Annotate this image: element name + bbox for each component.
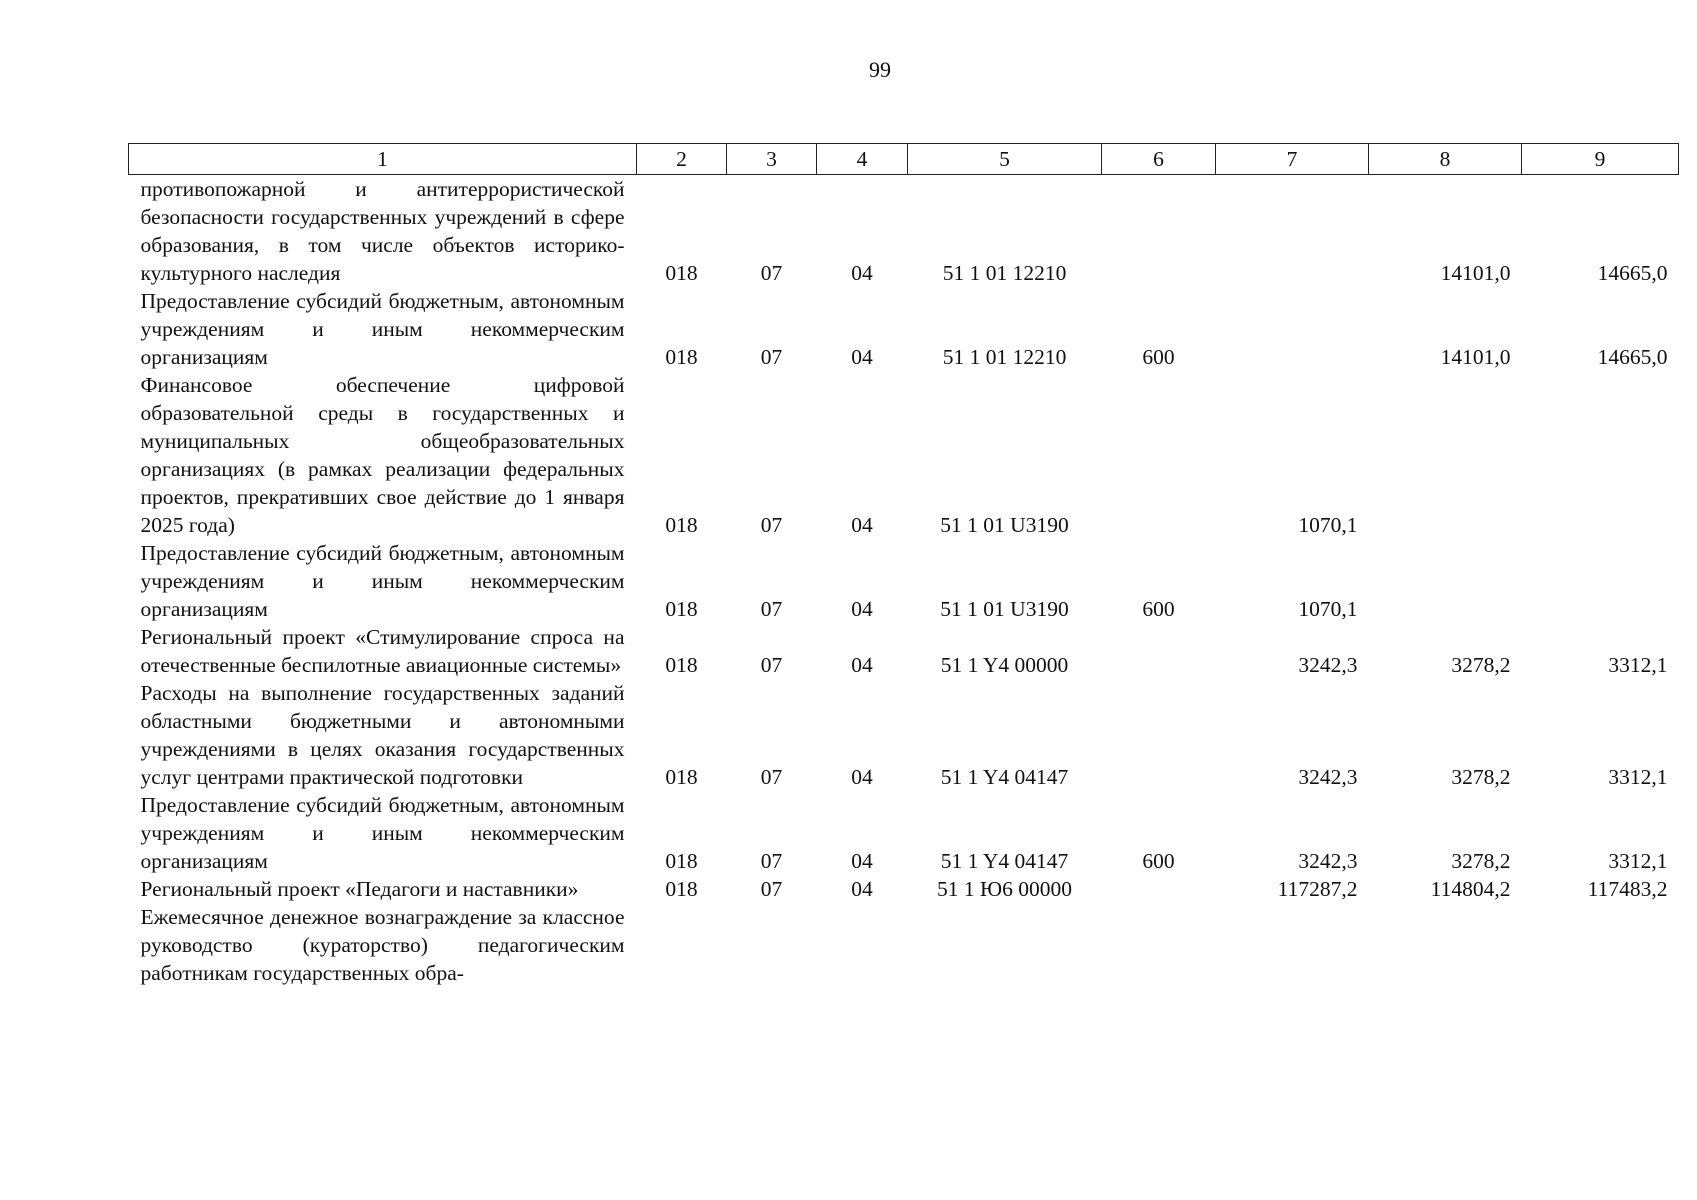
row-description: Предоставление субсидий бюджетным, автономным учреждениям и иным некоммерческим организациям	[140, 793, 625, 873]
cell-section-code: 07	[760, 345, 783, 369]
cell-section-code: 07	[760, 877, 783, 901]
cell-amount-col7	[1216, 287, 1369, 371]
cell-amount-col7	[1216, 903, 1369, 987]
table-row	[129, 875, 1679, 903]
row-description: Предоставление субсидий бюджетным, автономным учреждениям и иным некоммерческим организациям	[140, 289, 625, 369]
cell-target-item-code: 51 1 Y4 04147	[940, 765, 1069, 789]
col-header-1: 1	[129, 144, 637, 175]
cell-section-code: 07	[760, 849, 783, 873]
table-row	[129, 371, 1679, 539]
cell-expense-type-code	[1102, 175, 1216, 288]
cell-amount-col9: 3312,1	[1608, 765, 1668, 789]
row-description: противопожарной и антитеррористической безопасности государственных учреждений в сфере образования, в том числе объектов историко-культурного наследия	[140, 177, 625, 285]
cell-amount-col9: 14665,0	[1597, 345, 1668, 369]
table-row	[129, 539, 1679, 623]
table-row	[129, 791, 1679, 875]
cell-amount-col7: 1070,1	[1298, 597, 1358, 621]
cell-subsection-code: 04	[851, 597, 873, 621]
table-row	[129, 679, 1679, 791]
cell-expense-type-code: 600	[1142, 597, 1175, 621]
cell-section-code: 07	[760, 261, 783, 285]
row-description: Ежемесячное денежное вознаграждение за классное руководство (кураторство) педагогическим работникам государственных обра-	[140, 905, 625, 985]
table-row	[129, 175, 1679, 288]
budget-table	[128, 143, 1679, 987]
col-header-5: 5	[908, 144, 1102, 175]
cell-target-item-code: 51 1 01 12210	[942, 345, 1067, 369]
row-description: Региональный проект «Стимулирование спроса на отечественные беспилотные авиационные системы»	[140, 625, 625, 677]
cell-amount-col8: 3278,2	[1451, 849, 1511, 873]
cell-target-item-code: 51 1 Ю6 00000	[937, 877, 1072, 901]
col-header-2: 2	[637, 144, 727, 175]
cell-ministry-code: 018	[665, 765, 698, 789]
cell-expense-type-code	[1102, 371, 1216, 539]
cell-amount-col8: 114804,2	[1430, 877, 1511, 901]
cell-subsection-code: 04	[851, 513, 873, 537]
cell-amount-col9: 14665,0	[1597, 261, 1668, 285]
cell-amount-col7: 3242,3	[1298, 849, 1358, 873]
cell-ministry-code	[637, 903, 727, 987]
cell-target-item-code: 51 1 Y4 00000	[940, 653, 1069, 677]
cell-section-code	[727, 903, 817, 987]
header-row	[129, 144, 1679, 175]
cell-ministry-code: 018	[665, 849, 698, 873]
table-row	[129, 903, 1679, 987]
cell-expense-type-code: 600	[1142, 345, 1175, 369]
table-row	[129, 287, 1679, 371]
cell-amount-col8: 3278,2	[1451, 653, 1511, 677]
cell-subsection-code: 04	[851, 345, 873, 369]
cell-target-item-code: 51 1 01 U3190	[940, 597, 1069, 621]
cell-section-code: 07	[760, 765, 783, 789]
cell-target-item-code: 51 1 01 U3190	[940, 513, 1069, 537]
col-header-6: 6	[1102, 144, 1216, 175]
cell-amount-col8: 14101,0	[1440, 261, 1511, 285]
cell-subsection-code	[817, 903, 908, 987]
cell-subsection-code: 04	[851, 849, 873, 873]
cell-expense-type-code: 600	[1142, 849, 1175, 873]
cell-expense-type-code	[1102, 875, 1216, 903]
cell-expense-type-code	[1102, 903, 1216, 987]
cell-ministry-code: 018	[665, 513, 698, 537]
cell-section-code: 07	[760, 597, 783, 621]
cell-amount-col8	[1369, 371, 1522, 539]
cell-amount-col7: 3242,3	[1298, 653, 1358, 677]
cell-amount-col7	[1216, 175, 1369, 288]
cell-amount-col7: 3242,3	[1298, 765, 1358, 789]
cell-amount-col9: 3312,1	[1608, 653, 1668, 677]
cell-amount-col9: 117483,2	[1587, 877, 1668, 901]
cell-amount-col7: 117287,2	[1277, 877, 1358, 901]
table-body	[129, 175, 1679, 988]
col-header-9: 9	[1522, 144, 1679, 175]
cell-subsection-code: 04	[851, 261, 873, 285]
col-header-4: 4	[817, 144, 908, 175]
cell-ministry-code: 018	[665, 261, 698, 285]
cell-target-item-code: 51 1 01 12210	[942, 261, 1067, 285]
cell-amount-col8	[1369, 903, 1522, 987]
cell-amount-col8: 3278,2	[1451, 765, 1511, 789]
cell-subsection-code: 04	[851, 653, 873, 677]
col-header-8: 8	[1369, 144, 1522, 175]
cell-expense-type-code	[1102, 623, 1216, 679]
cell-ministry-code: 018	[665, 877, 698, 901]
cell-amount-col8: 14101,0	[1440, 345, 1511, 369]
col-header-3: 3	[727, 144, 817, 175]
cell-amount-col8	[1369, 539, 1522, 623]
cell-subsection-code: 04	[851, 877, 873, 901]
cell-amount-col7: 1070,1	[1298, 513, 1358, 537]
cell-subsection-code: 04	[851, 765, 873, 789]
cell-section-code: 07	[760, 513, 783, 537]
cell-ministry-code: 018	[665, 345, 698, 369]
row-description: Расходы на выполнение государственных заданий областными бюджетными и автономными учреждениями в целях оказания государственных услуг центрами практической подготовки	[140, 681, 625, 789]
cell-target-item-code: 51 1 Y4 04147	[940, 849, 1069, 873]
cell-amount-col9: 3312,1	[1608, 849, 1668, 873]
cell-amount-col9	[1522, 903, 1679, 987]
cell-amount-col9	[1522, 371, 1679, 539]
cell-section-code: 07	[760, 653, 783, 677]
table-row	[129, 623, 1679, 679]
row-description: Региональный проект «Педагоги и наставники»	[140, 877, 579, 901]
cell-ministry-code: 018	[665, 597, 698, 621]
row-description: Предоставление субсидий бюджетным, автономным учреждениям и иным некоммерческим организациям	[140, 541, 625, 621]
cell-ministry-code: 018	[665, 653, 698, 677]
cell-expense-type-code	[1102, 679, 1216, 791]
cell-target-item-code	[908, 903, 1102, 987]
col-header-7: 7	[1216, 144, 1369, 175]
cell-amount-col9	[1522, 539, 1679, 623]
page-number: 99	[869, 57, 891, 82]
row-description: Финансовое обеспечение цифровой образовательной среды в государственных и муниципальных общеобразовательных организациях (в рамках реализации федеральных проектов, прекративших свое действие до 1 января 2025 года)	[140, 373, 625, 537]
